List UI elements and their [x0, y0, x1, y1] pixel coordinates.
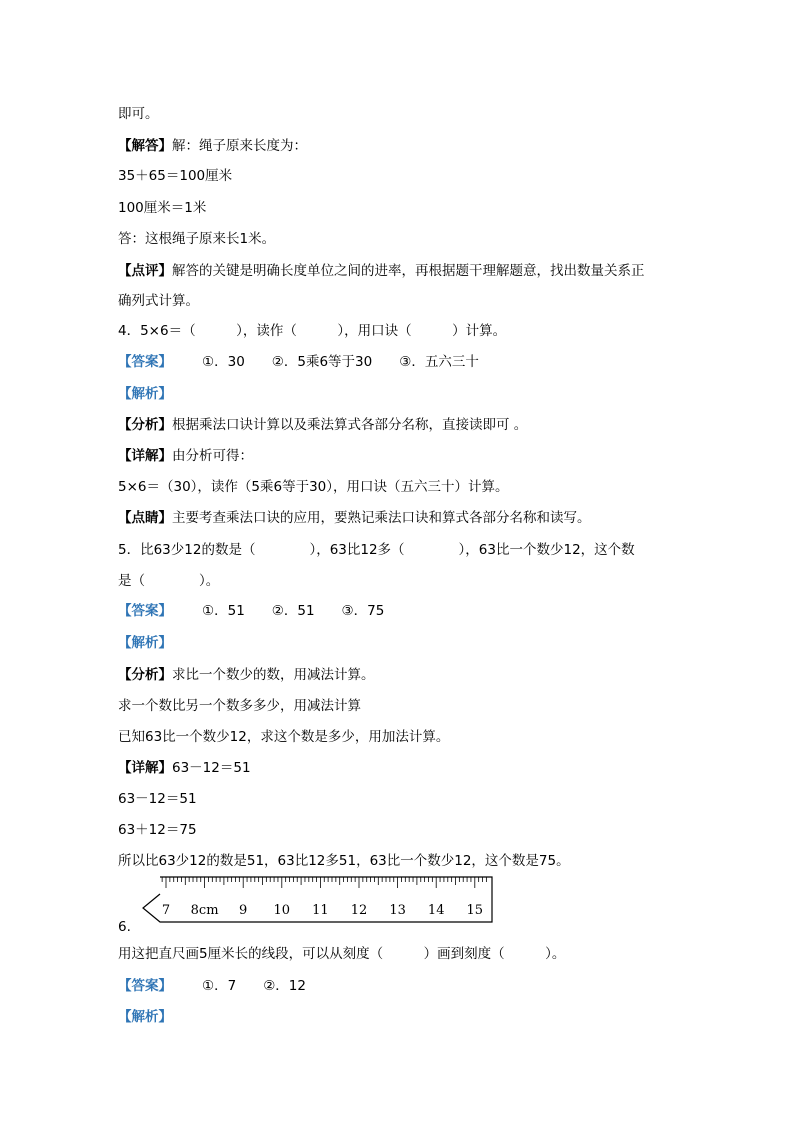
answer-values: ①．51 ②．51 ③．75: [202, 603, 385, 619]
ruler-label: 11: [312, 903, 329, 918]
analysis-heading: 【解析】: [118, 386, 172, 402]
section-tag: 【分析】: [118, 417, 172, 433]
text-span: 63－12＝51: [172, 760, 251, 776]
summary-line: 所以比63少12的数是51，63比12多51，63比一个数少12，这个数是75。: [118, 853, 570, 869]
text-span: 解：绳子原来长度为：: [172, 138, 307, 154]
detail-paragraph: [118, 758, 251, 778]
section-tag: 【详解】: [118, 760, 172, 776]
ruler-labels: [162, 903, 483, 918]
section-tag: 【点睛】: [118, 510, 172, 526]
equation-line: 63＋12＝75: [118, 822, 197, 838]
answer-line: [118, 976, 306, 996]
section-tag: 【分析】: [118, 667, 172, 683]
answer-tag: 【答案】: [118, 603, 172, 619]
text-span: 求比一个数少的数，用减法计算。: [172, 667, 375, 683]
answer-values: ①．7 ②．12: [202, 978, 306, 994]
section-tag: 【解答】: [118, 138, 172, 154]
text-span: 解答的关键是明确长度单位之间的进率，再根据题干理解题意，找出数量关系正: [172, 263, 645, 279]
detail-paragraph: [118, 446, 253, 466]
question-5-cont: 是（ ）。: [118, 573, 220, 589]
ruler-label: 7: [161, 903, 171, 918]
equation-line: 5×6＝（30），读作（5乘6等于30），用口诀（五六三十）计算。: [118, 479, 509, 495]
analysis-heading: 【解析】: [118, 1009, 172, 1025]
answer-line: [118, 601, 384, 621]
analysis-paragraph: [118, 665, 375, 685]
ruler-graphic: [140, 874, 496, 924]
ruler-label: 13: [389, 903, 406, 918]
analysis-paragraph: [118, 415, 527, 435]
equation-line: 35＋65＝100厘米: [118, 168, 233, 184]
question-6-number: 6.: [118, 919, 131, 935]
text-line: 答：这根绳子原来长1米。: [118, 231, 276, 247]
answer-paragraph: [118, 136, 307, 156]
analysis-heading: 【解析】: [118, 635, 172, 651]
ruler-label: 12: [350, 903, 368, 918]
answer-tag: 【答案】: [118, 978, 172, 994]
text-line: 求一个数比另一个数多多少，用减法计算: [118, 698, 361, 714]
text-line: 即可。: [118, 106, 159, 122]
question-5: 5．比63少12的数是（ ），63比12多（ ），63比一个数少12，这个数: [118, 542, 635, 558]
ruler-label: 9: [239, 903, 248, 918]
equation-line: 63－12＝51: [118, 791, 197, 807]
ruler-label: 10: [273, 903, 291, 918]
equation-line: 100厘米＝1米: [118, 200, 207, 216]
section-tag: 【点评】: [118, 263, 172, 279]
text-line: 已知63比一个数少12，求这个数是多少，用加法计算。: [118, 729, 450, 745]
ruler-image: [140, 874, 496, 924]
answer-values: ①．30 ②．5乘6等于30 ③．五六三十: [202, 354, 479, 370]
text-span: 根据乘法口诀计算以及乘法算式各部分名称，直接读即可 。: [172, 417, 528, 433]
text-span: 由分析可得：: [172, 448, 253, 464]
text-span: 主要考查乘法口诀的应用，要熟记乘法口诀和算式各部分名称和读写。: [172, 510, 591, 526]
point-paragraph: [118, 508, 591, 528]
ruler-label: 14: [427, 903, 445, 918]
ruler-label: 8cm: [190, 903, 219, 918]
section-tag: 【详解】: [118, 448, 172, 464]
text-line: 确列式计算。: [118, 293, 199, 309]
comment-paragraph: [118, 261, 645, 281]
question-6: 用这把直尺画5厘米长的线段，可以从刻度（ ）画到刻度（ ）。: [118, 946, 566, 962]
answer-line: [118, 352, 479, 372]
ruler-label: 15: [466, 903, 484, 918]
question-4: 4．5×6＝（ ），读作（ ），用口诀（ ）计算。: [118, 323, 507, 339]
answer-tag: 【答案】: [118, 354, 172, 370]
